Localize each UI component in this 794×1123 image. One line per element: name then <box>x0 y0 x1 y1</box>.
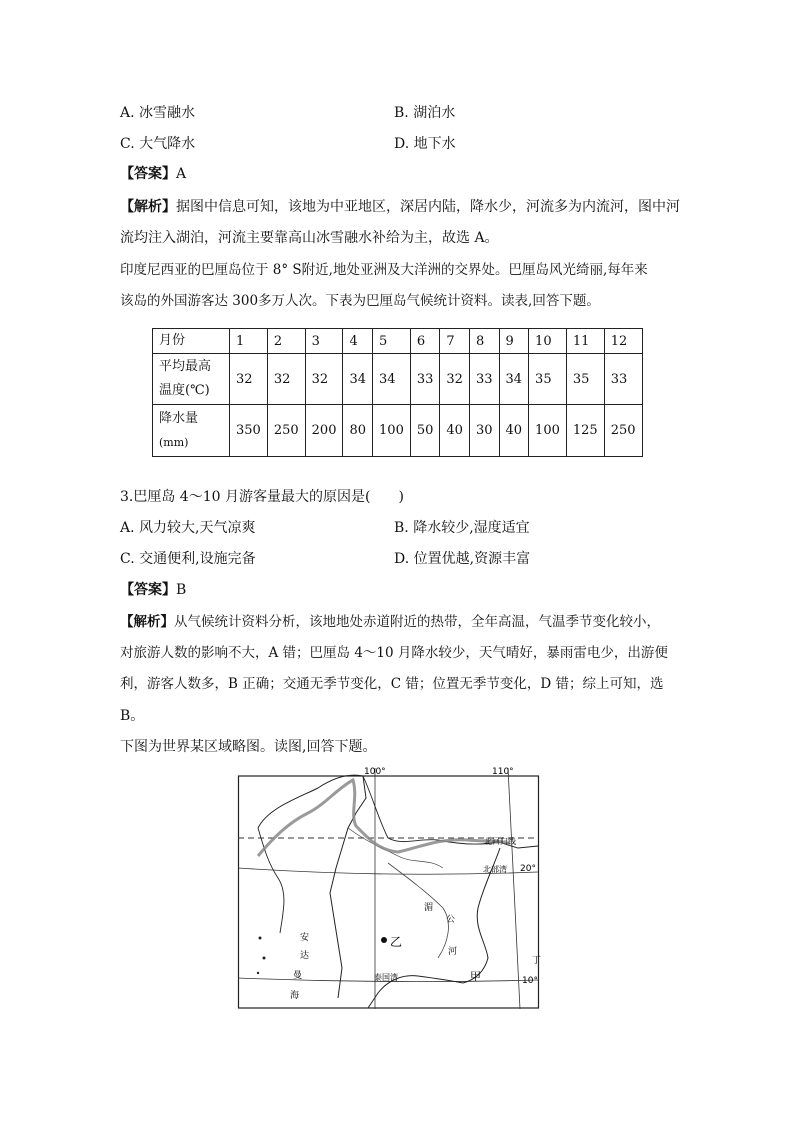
lat-label-20: 20° <box>520 864 536 874</box>
month-cell: 11 <box>566 329 604 354</box>
q3-option-c: C. 交通便利,设施完备 <box>120 551 256 567</box>
month-cell: 2 <box>267 329 305 354</box>
temp-cell: 32 <box>440 354 470 405</box>
q3-option-d: D. 位置优越,资源丰富 <box>394 551 531 567</box>
island-dot <box>257 972 259 974</box>
month-cell: 3 <box>305 329 343 354</box>
month-cell: 4 <box>343 329 373 354</box>
q3-option-b: B. 降水较少,湿度适宜 <box>394 520 530 536</box>
option-a: A. 冰雪融水 <box>120 105 196 121</box>
map-label-gulf-thailand: 泰国湾 <box>374 973 398 982</box>
temp-cell: 33 <box>410 354 440 405</box>
temp-cell: 33 <box>469 354 499 405</box>
map-label-andaman-3: 曼 <box>293 971 303 981</box>
island-dot <box>263 957 266 960</box>
lat-label-10: 10° <box>522 976 538 986</box>
precip-cell: 50 <box>410 405 440 457</box>
temp-cell: 33 <box>604 354 642 405</box>
map-label-tropic: 北回归线 <box>484 837 516 846</box>
precip-cell: 200 <box>305 405 343 457</box>
answer-q2: 【答案】A <box>120 166 187 182</box>
option-c: C. 大气降水 <box>120 136 196 152</box>
precip-cell: 250 <box>267 405 305 457</box>
row-header-precipitation: 降水量 (mm) <box>153 405 230 457</box>
temp-cell: 32 <box>267 354 305 405</box>
temp-cell: 32 <box>230 354 268 405</box>
month-cell: 7 <box>440 329 470 354</box>
precip-cell: 100 <box>373 405 411 457</box>
map-intro: 下图为世界某区域略图。读图,回答下题。 <box>120 739 377 755</box>
climate-table <box>152 328 643 457</box>
map-label-gulf-tonkin: 北部湾 <box>483 865 507 874</box>
lon-label-100: 100° <box>364 767 386 777</box>
region-map <box>238 768 540 1009</box>
table-row-precipitation <box>153 405 643 457</box>
precip-cell: 350 <box>230 405 268 457</box>
row-header-month: 月份 <box>153 329 230 354</box>
map-label-mekong-2: 公 <box>446 915 456 925</box>
analysis-q2-line2: 流均注入湖泊，河流主要靠高山冰雪融水补给为主，故选 A。 <box>120 230 499 246</box>
analysis-q3-line3: 利，游客人数多，B 正确；交通无季节变化，C 错；位置无季节变化，D 错；综上可知，选 <box>120 676 664 692</box>
map-label-ding: 丁 <box>532 956 542 966</box>
map-label-yi: 乙 <box>390 935 403 949</box>
precip-cell: 30 <box>469 405 499 457</box>
table-row-temperature <box>153 354 643 405</box>
analysis-q3-line1: 【解析】从气候统计资料分析，该地地处赤道附近的热带，全年高温，气温季节变化较小， <box>120 614 660 630</box>
option-b: B. 湖泊水 <box>394 105 456 121</box>
precip-cell: 125 <box>566 405 604 457</box>
month-cell: 6 <box>410 329 440 354</box>
option-d: D. 地下水 <box>394 136 456 152</box>
temp-cell: 32 <box>305 354 343 405</box>
map-label-andaman-2: 达 <box>300 951 310 961</box>
temp-cell: 35 <box>566 354 604 405</box>
month-cell: 8 <box>469 329 499 354</box>
row-header-temperature: 平均最高 温度(℃) <box>153 354 230 405</box>
month-cell: 10 <box>529 329 567 354</box>
lon-label-110: 110° <box>492 767 514 777</box>
precip-cell: 250 <box>604 405 642 457</box>
precip-cell: 40 <box>499 405 529 457</box>
location-yi-marker <box>381 937 387 943</box>
month-cell: 12 <box>604 329 642 354</box>
q3-option-a: A. 风力较大,天气凉爽 <box>120 520 256 536</box>
analysis-q3-line4: B。 <box>120 708 145 724</box>
temp-cell: 34 <box>373 354 411 405</box>
temp-cell: 35 <box>529 354 567 405</box>
map-label-andaman-4: 海 <box>290 991 300 1001</box>
month-cell: 5 <box>373 329 411 354</box>
bali-intro-line2: 该岛的外国游客达 300多万人次。下表为巴厘岛气候统计资料。读表,回答下题。 <box>120 293 600 309</box>
temp-cell: 34 <box>343 354 373 405</box>
precip-cell: 80 <box>343 405 373 457</box>
table-row-months <box>153 329 643 354</box>
analysis-q3-line2: 对旅游人数的影响不大，A 错；巴厘岛 4～10 月降水较少，天气晴好，暴雨雷电少，出游便 <box>120 645 668 661</box>
precip-cell: 40 <box>440 405 470 457</box>
island-dot <box>259 937 262 940</box>
map-label-mekong-1: 湄 <box>424 903 434 913</box>
temp-cell: 34 <box>499 354 529 405</box>
month-cell: 1 <box>230 329 268 354</box>
map-label-mekong-3: 河 <box>448 947 458 957</box>
month-cell: 9 <box>499 329 529 354</box>
map-label-andaman-1: 安 <box>300 933 310 943</box>
q3-stem: 3.巴厘岛 4～10 月游客量最大的原因是( ) <box>120 489 404 505</box>
map-label-jia: 甲 <box>470 970 481 983</box>
answer-q3: 【答案】B <box>120 582 187 598</box>
analysis-q2-line1: 【解析】据图中信息可知，该地为中亚地区，深居内陆，降水少，河流多为内流河，图中河 <box>120 199 680 215</box>
precip-cell: 100 <box>529 405 567 457</box>
bali-intro-line1: 印度尼西亚的巴厘岛位于 8° S附近,地处亚洲及大洋洲的交界处。巴厘岛风光绮丽,每年来 <box>120 262 648 278</box>
